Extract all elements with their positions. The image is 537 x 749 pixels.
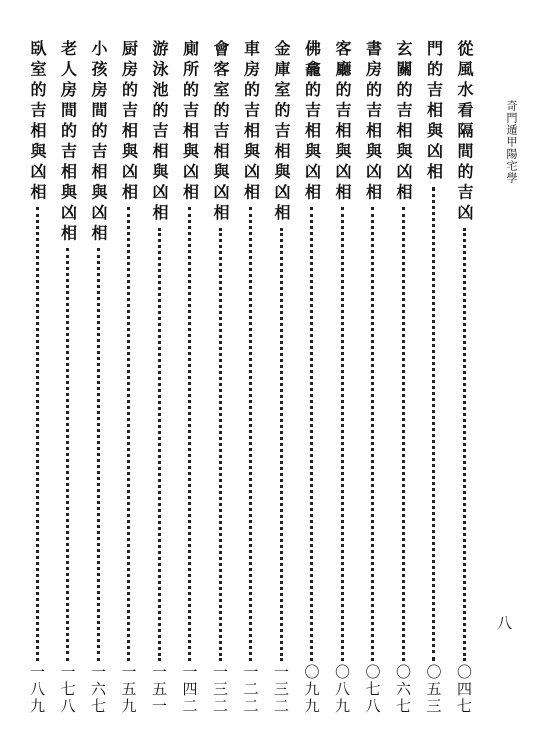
dot-leader: [36, 207, 39, 661]
toc-entry-page: 〇八九: [333, 664, 351, 715]
toc-entry: [208, 40, 232, 715]
dot-leader: [127, 207, 130, 661]
toc-entry-title: 玄關的吉相與凶相: [394, 40, 413, 204]
dot-leader: [280, 228, 283, 662]
toc-entry-title: 從風水看隔間的吉凶: [455, 40, 474, 225]
toc-entry-page: 〇九九: [302, 664, 321, 715]
toc-entry: [239, 40, 263, 715]
toc-entry-title: 會客室的吉相與凶相: [211, 40, 230, 225]
dot-leader: [341, 207, 344, 661]
toc-entry-title: 臥室的吉相與凶相: [28, 40, 47, 204]
toc-entry-page: 一四二: [180, 664, 199, 715]
toc-entry: [361, 40, 385, 715]
toc-entry: [391, 40, 415, 715]
dot-leader: [310, 207, 313, 661]
toc-entry-title: 老人房間的吉相與凶相: [58, 40, 78, 245]
toc-entry-title: 門的吉相與凶相: [424, 40, 444, 184]
toc-entry-page: 一六七: [89, 664, 107, 715]
dot-leader: [158, 228, 161, 662]
toc-entry-title: 厨房的吉相與凶相: [119, 40, 139, 204]
page-number: 八: [495, 615, 513, 630]
toc-entry-title: 游泳池的吉相與凶相: [150, 40, 169, 225]
toc-entry-page: 一五一: [150, 664, 168, 715]
toc-entry-page: 〇五三: [424, 664, 443, 715]
dot-leader: [371, 207, 374, 661]
dot-leader: [249, 207, 252, 661]
toc-entry-title: 車房的吉相與凶相: [241, 40, 261, 204]
toc-entry-page: 一三二: [211, 664, 229, 715]
dot-leader: [463, 228, 466, 662]
dot-leader: [432, 187, 435, 662]
toc-entry-title: 書房的吉相與凶相: [363, 40, 383, 204]
dot-leader: [66, 248, 69, 661]
toc-entry: [269, 40, 293, 715]
toc-entry: [56, 40, 80, 715]
toc-entry-title: 金庫室的吉相與凶相: [272, 40, 291, 225]
toc-entry-page: 一二二: [241, 664, 260, 715]
dot-leader: [188, 207, 191, 661]
toc-entry: [452, 40, 476, 715]
dot-leader: [97, 248, 100, 661]
toc-entry-title: 小孩房間的吉相與凶相: [89, 40, 108, 245]
dot-leader: [402, 207, 405, 661]
toc-entry: [25, 40, 49, 715]
toc-entry-title: 佛龕的吉相與凶相: [302, 40, 322, 204]
running-header: 奇門遁甲陽宅學: [505, 100, 518, 184]
toc-entry-page: 〇六七: [394, 664, 412, 715]
toc-entry-page: 一八九: [28, 664, 46, 715]
toc-entry-title: 客廳的吉相與凶相: [333, 40, 352, 204]
toc-entry-page: 一七八: [58, 664, 77, 715]
toc-entry: [300, 40, 324, 715]
toc-entry: [422, 40, 446, 715]
toc-entry-page: 〇七八: [363, 664, 382, 715]
toc-entry-page: 〇四七: [455, 664, 473, 715]
toc-entry-page: 一五九: [119, 664, 138, 715]
toc-entry: [117, 40, 141, 715]
toc-entry: [178, 40, 202, 715]
toc-entry: [147, 40, 171, 715]
toc-entry: [330, 40, 354, 715]
toc-entry-page: 一三二: [272, 664, 290, 715]
toc-entry-title: 廁所的吉相與凶相: [180, 40, 200, 204]
dot-leader: [219, 228, 222, 662]
toc-entry: [86, 40, 110, 715]
